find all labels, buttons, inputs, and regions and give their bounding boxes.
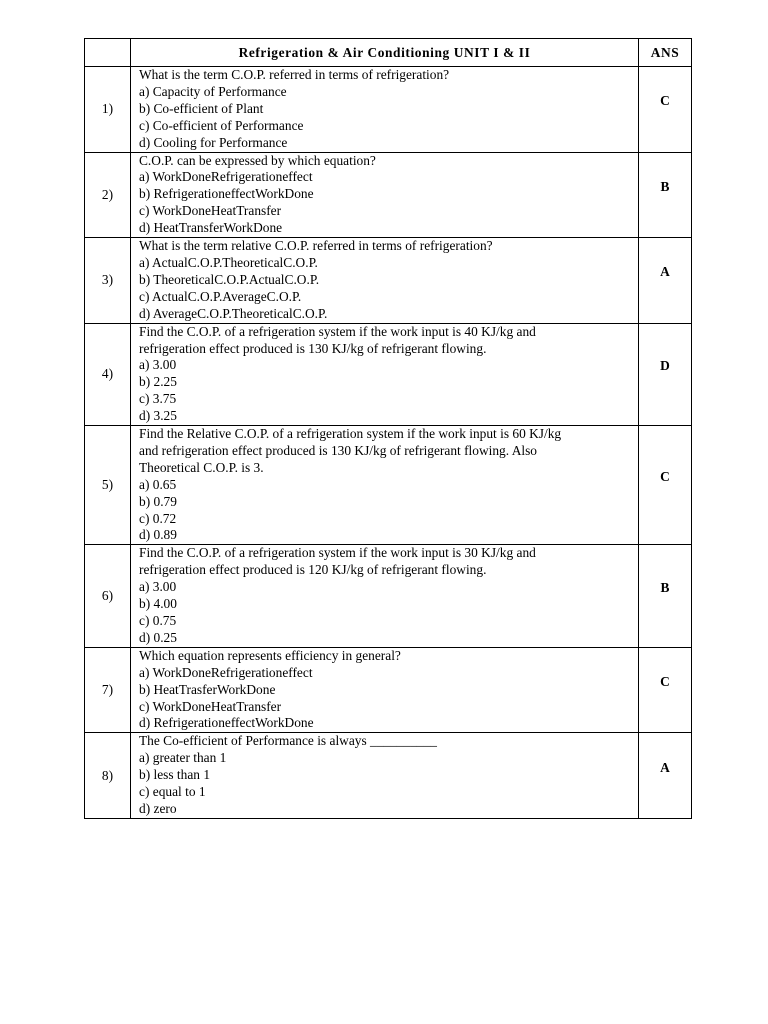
- question-text-cell: [131, 426, 639, 545]
- mcq-table-body: [85, 39, 692, 819]
- answer-letter: A: [660, 759, 670, 775]
- question-line: b) TheoreticalC.O.P.ActualC.O.P.: [139, 271, 320, 287]
- question-row: [85, 67, 692, 153]
- question-text-cell: [131, 152, 639, 238]
- question-row: [85, 323, 692, 425]
- question-number: 8): [85, 733, 131, 819]
- question-line: d) 3.25: [139, 408, 177, 424]
- answer-cell: [639, 733, 692, 819]
- question-line: c) ActualC.O.P.AverageC.O.P.: [139, 288, 302, 304]
- answer-cell: [639, 426, 692, 545]
- question-number: 3): [85, 238, 131, 324]
- question-line: Theoretical C.O.P. is 3.: [139, 459, 264, 475]
- table-title: Refrigeration & Air Conditioning UNIT I & II: [131, 39, 639, 67]
- question-line: c) 3.75: [139, 391, 177, 407]
- question-line: d) 0.25: [139, 629, 177, 645]
- question-stem-line: Find the C.O.P. of a refrigeration system if the work input is 30 KJ/kg and: [139, 545, 536, 561]
- answer-letter: C: [660, 469, 670, 485]
- question-text-cell: [131, 67, 639, 153]
- question-line: c) 0.75: [139, 613, 177, 628]
- answer-letter: C: [660, 93, 670, 109]
- mcq-table: [84, 38, 692, 819]
- question-line: c) equal to 1: [139, 784, 206, 800]
- question-text-cell: [131, 238, 639, 324]
- question-text-cell: [131, 545, 639, 647]
- answer-cell: [639, 67, 692, 153]
- question-line: d) zero: [139, 800, 177, 816]
- answer-cell: [639, 238, 692, 324]
- answer-column-header: ANS: [639, 39, 692, 67]
- question-line: b) less than 1: [139, 767, 211, 783]
- header-number-cell: [85, 39, 131, 67]
- question-line: b) HeatTrasferWorkDone: [139, 681, 276, 697]
- answer-letter: C: [660, 674, 670, 690]
- question-line: c) Co-efficient of Performance: [139, 117, 304, 133]
- question-stem-line: Find the C.O.P. of a refrigeration system if the work input is 40 KJ/kg and: [139, 323, 536, 339]
- answer-cell: [639, 647, 692, 733]
- question-line: refrigeration effect produced is 130 KJ/kg of refrigerant flowing.: [139, 340, 487, 356]
- question-row: [85, 545, 692, 647]
- question-line: d) HeatTransferWorkDone: [139, 220, 283, 236]
- question-stem-line: Which equation represents efficiency in general?: [139, 647, 401, 663]
- question-text-cell: [131, 733, 639, 819]
- question-line: c) WorkDoneHeatTransfer: [139, 698, 282, 714]
- question-stem-line: What is the term C.O.P. referred in terms of refrigeration?: [139, 67, 450, 82]
- answer-letter: B: [660, 580, 670, 596]
- question-line: a) 0.65: [139, 476, 177, 492]
- question-line: a) ActualC.O.P.TheoreticalC.O.P.: [139, 254, 318, 270]
- question-number: 7): [85, 647, 131, 733]
- question-number: 1): [85, 67, 131, 153]
- answer-letter: B: [660, 178, 670, 194]
- header-row: [85, 39, 692, 67]
- question-row: [85, 647, 692, 733]
- question-stem-line: Find the Relative C.O.P. of a refrigeration system if the work input is 60 KJ/kg: [139, 426, 562, 442]
- question-line: a) 3.00: [139, 357, 177, 373]
- question-stem-line: C.O.P. can be expressed by which equation?: [139, 152, 376, 168]
- question-line: c) 0.72: [139, 510, 177, 526]
- answer-cell: [639, 323, 692, 425]
- question-number: 2): [85, 152, 131, 238]
- question-line: b) 2.25: [139, 374, 177, 390]
- answer-letter: A: [660, 264, 670, 280]
- question-line: b) RefrigerationeffectWorkDone: [139, 186, 314, 202]
- question-line: c) WorkDoneHeatTransfer: [139, 203, 282, 219]
- question-line: b) 0.79: [139, 493, 177, 509]
- question-row: [85, 426, 692, 545]
- question-number: 4): [85, 323, 131, 425]
- question-line: d) Cooling for Performance: [139, 134, 288, 150]
- question-line: and refrigeration effect produced is 130 KJ/kg of refrigerant flowing. Also: [139, 442, 537, 458]
- question-text-cell: [131, 323, 639, 425]
- answer-cell: [639, 545, 692, 647]
- question-stem-line: The Co-efficient of Performance is always __________: [139, 733, 437, 749]
- question-line: b) 4.00: [139, 596, 177, 612]
- question-row: [85, 733, 692, 819]
- question-line: a) WorkDoneRefrigerationeffect: [139, 169, 313, 185]
- question-line: d) RefrigerationeffectWorkDone: [139, 715, 314, 731]
- question-line: d) AverageC.O.P.TheoreticalC.O.P.: [139, 305, 328, 321]
- question-row: [85, 238, 692, 324]
- question-number: 6): [85, 545, 131, 647]
- answer-letter: D: [660, 358, 670, 374]
- question-line: a) WorkDoneRefrigerationeffect: [139, 664, 313, 680]
- question-line: a) greater than 1: [139, 750, 227, 766]
- question-number: 5): [85, 426, 131, 545]
- question-line: a) Capacity of Performance: [139, 83, 287, 99]
- question-line: d) 0.89: [139, 527, 177, 543]
- answer-cell: [639, 152, 692, 238]
- question-stem-line: What is the term relative C.O.P. referred in terms of refrigeration?: [139, 238, 493, 254]
- question-text-cell: [131, 647, 639, 733]
- question-line: b) Co-efficient of Plant: [139, 100, 264, 116]
- question-row: [85, 152, 692, 238]
- question-line: a) 3.00: [139, 579, 177, 595]
- question-line: refrigeration effect produced is 120 KJ/kg of refrigerant flowing.: [139, 562, 487, 578]
